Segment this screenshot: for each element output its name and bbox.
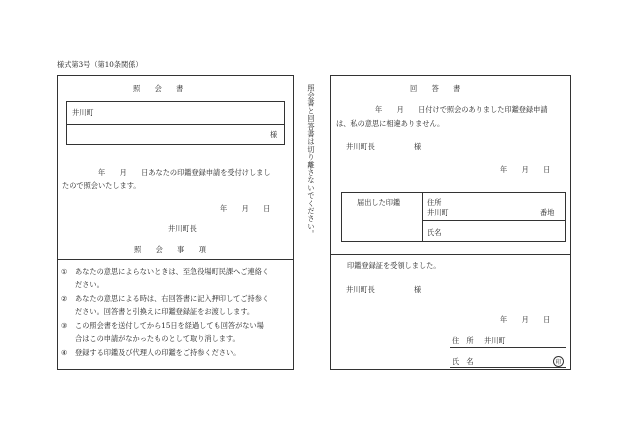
answer-receipt-divider xyxy=(330,254,571,255)
inquiry-body-line2: たので照会いたします。 xyxy=(62,181,141,190)
answer-name-label: 氏 名 xyxy=(452,357,474,366)
item-2-line2: ださい。回答書と引換えに印鑑登録証をお渡しします。 xyxy=(75,307,255,316)
answer-address-town: 井川町 xyxy=(484,336,506,345)
answer-date: 年 月 日 xyxy=(500,165,551,174)
seal-box-row-divider xyxy=(422,220,566,221)
seal-box-address-label: 住所 xyxy=(427,198,442,207)
answer-title: 回 答 書 xyxy=(410,84,461,93)
inquiry-title: 照 会 書 xyxy=(133,84,184,93)
answer-name-underline xyxy=(450,367,566,368)
answer-mayor2: 井川町長 xyxy=(346,285,375,294)
answer-honorific: 様 xyxy=(414,142,422,151)
item-3-line2: 合はこの申請がなかったものとして取り消します。 xyxy=(75,334,240,343)
answer-body-line1: 年 月 日付けで照会のありました印鑑登録申請 xyxy=(375,105,548,114)
inquiry-matters-title: 照 会 事 項 xyxy=(134,245,206,254)
seal-box-name-label: 氏名 xyxy=(427,228,442,237)
item-1-line2: ださい。 xyxy=(75,280,104,289)
item-2-line1: あなたの意思による時は、右回答書に記入押印してご持参く xyxy=(75,294,270,303)
item-4-line1: 登録する印鑑及び代理人の印鑑をご持参ください。 xyxy=(75,348,241,357)
item-1-line1: あなたの意思によらないときは、至急役場町民課へご連絡く xyxy=(75,267,270,276)
inquiry-name-suffix: 様 xyxy=(270,130,278,139)
inquiry-body-line1: 年 月 日あなたの印鑑登録申請を受付けしまし xyxy=(98,168,271,177)
answer-date2: 年 月 日 xyxy=(500,315,551,324)
item-3-num: ③ xyxy=(61,321,68,330)
inquiry-address-town: 井川町 xyxy=(72,108,94,117)
seal-mark: 印 xyxy=(553,356,564,367)
answer-address-label: 住 所 xyxy=(452,336,474,345)
item-2-num: ② xyxy=(61,294,68,303)
seal-box-divider xyxy=(422,192,423,242)
item-3-line1: この照会書を送付してから15日を経過しても回答がない場 xyxy=(75,321,264,330)
answer-receipt-text: 印鑑登録証を受領しました。 xyxy=(347,261,441,270)
inquiry-matters-divider xyxy=(57,259,294,260)
seal-box-address-town: 井川町 xyxy=(427,208,449,217)
inquiry-date: 年 月 日 xyxy=(220,204,271,213)
item-4-num: ④ xyxy=(61,348,68,357)
inquiry-address-box xyxy=(66,101,285,145)
inquiry-address-divider xyxy=(66,124,285,125)
answer-body-line2: は、私の意思に相違ありません。 xyxy=(336,119,445,128)
item-1-num: ① xyxy=(61,267,68,276)
seal-box-label: 届出した印鑑 xyxy=(357,198,401,207)
inquiry-mayor: 井川町長 xyxy=(168,224,197,233)
seal-box-banchi: 番地 xyxy=(540,208,555,217)
answer-mayor: 井川町長 xyxy=(346,142,375,151)
answer-honorific2: 様 xyxy=(414,285,422,294)
separator-text: 照会書と回答書は切り離さないでください。 xyxy=(307,84,316,238)
form-number: 様式第3号（第10条関係） xyxy=(57,60,143,69)
answer-address-underline xyxy=(450,347,566,348)
